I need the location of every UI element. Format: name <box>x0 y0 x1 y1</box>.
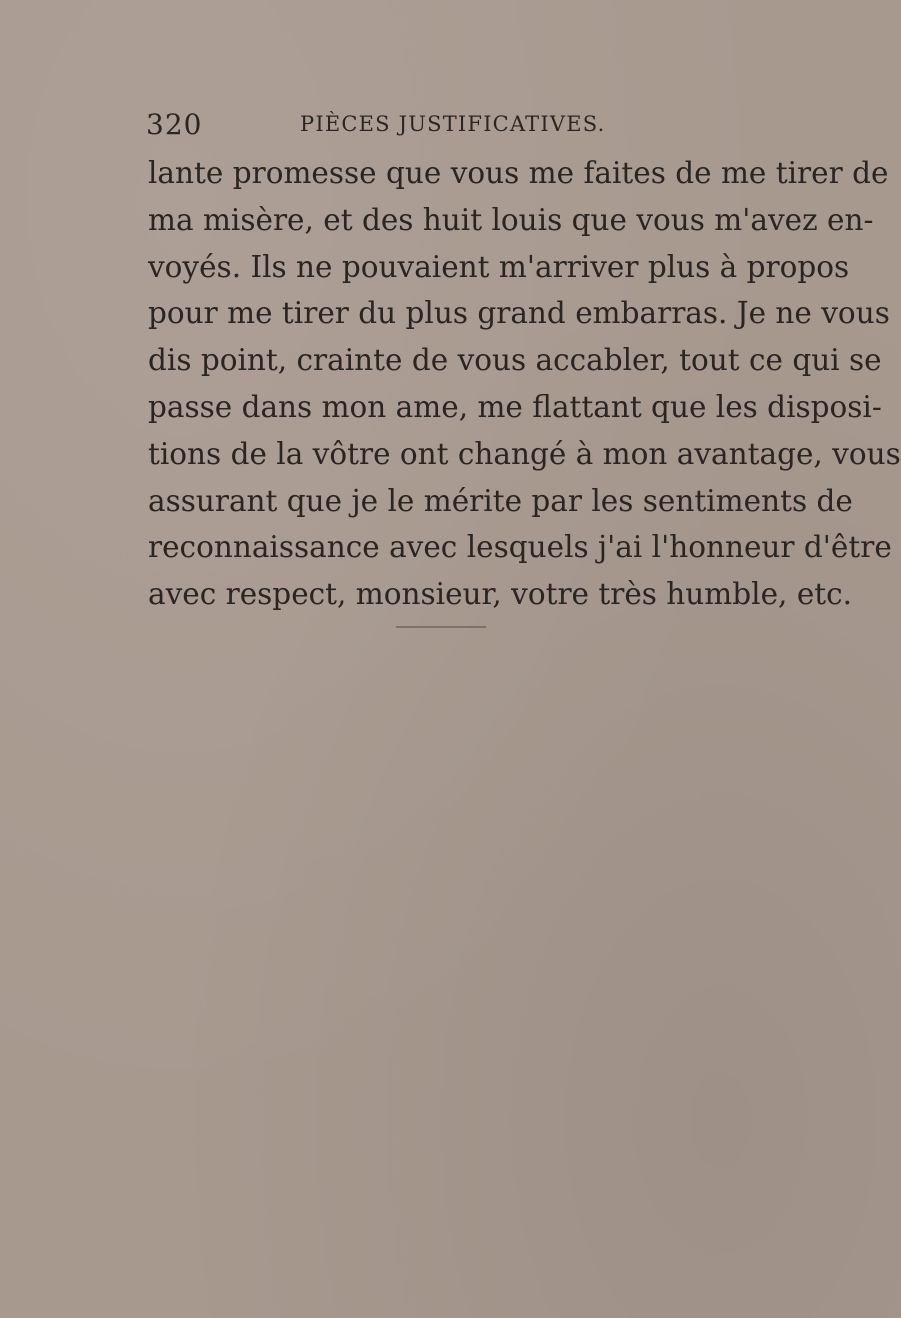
running-title: PIÈCES JUSTIFICATIVES. <box>300 112 606 136</box>
page-number: 320 <box>146 108 203 141</box>
running-head <box>146 108 706 142</box>
text-line: voyés. Ils ne pouvaient m'arriver plus à propos <box>148 249 850 284</box>
text-line: assurant que je le mérite par les sentiments de <box>148 483 853 518</box>
text-line: tions de la vôtre ont changé à mon avantage, vous <box>148 436 901 471</box>
text-line: pour me tirer du plus grand embarras. Je ne vous <box>148 296 890 331</box>
text-line: avec respect, monsieur, votre très humble, etc. <box>148 577 853 612</box>
text-line: reconnaissance avec lesquels j'ai l'honneur d'être <box>148 530 892 565</box>
text-line: dis point, crainte de vous accabler, tout ce qui se <box>148 343 882 378</box>
text-line: ma misère, et des huit louis que vous m'avez en- <box>148 202 874 237</box>
text-line: lante promesse que vous me faites de me tirer de <box>148 156 889 190</box>
body-text <box>148 150 901 618</box>
text-line: passe dans mon ame, me flattant que les disposi- <box>148 389 882 424</box>
section-divider <box>396 626 486 628</box>
